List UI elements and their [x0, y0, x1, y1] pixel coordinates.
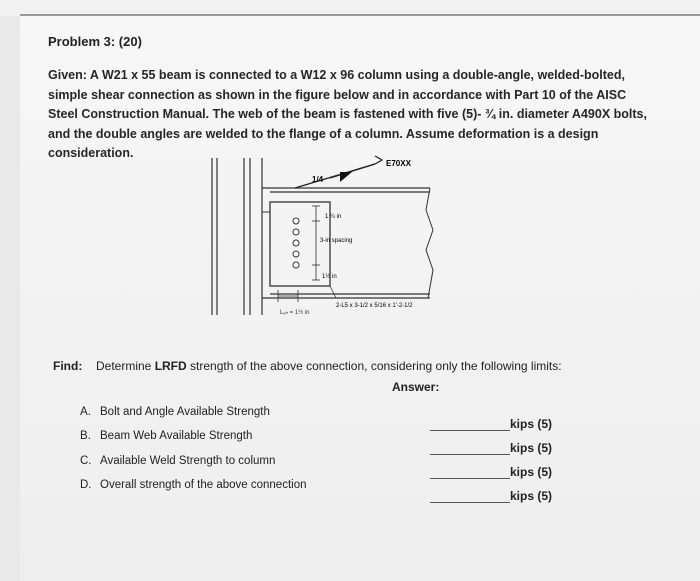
answer-blank-a[interactable] [430, 416, 510, 431]
item-d [80, 479, 307, 491]
bolt-hole [293, 262, 299, 268]
item-a [80, 406, 270, 418]
bolt-hole [293, 240, 299, 246]
item-text: Overall strength of the above connection [100, 479, 307, 491]
weld-symbol [295, 156, 382, 188]
bolt-hole [293, 251, 299, 257]
edge-distance-text: 1 ¼ in [325, 214, 342, 220]
answer-label: Answer: [392, 380, 440, 394]
kips-label-b: kips (5) [510, 441, 553, 455]
item-letter: C. [80, 455, 92, 467]
bolt-hole [293, 218, 299, 224]
answer-blank-b[interactable] [430, 440, 510, 455]
dimension-lines [278, 206, 336, 302]
item-b [80, 430, 252, 442]
weld-size-text: 1/4 [312, 175, 324, 184]
item-text: Available Weld Strength to column [100, 455, 276, 467]
weld-triangle [340, 172, 352, 182]
given-label: Given: [48, 68, 87, 82]
angle-outline [270, 202, 330, 286]
find-text: Determine LRFD strength of the above connection, considering only the following limits: [96, 359, 562, 373]
given-paragraph [48, 66, 648, 164]
given-text: A W21 x 55 beam is connected to a W12 x 96 column using a double-angle, welded-bolted, simple shear connection as shown in the figure below and in accordance with Part 10 of the AISC Steel Construction Manual. The web of the beam is fastened with five (5)- ¾ in. diameter A490X bolts, and the double angles are welded to the flange of a column. Assume deformation is a design consideration. [48, 68, 647, 160]
item-text: Bolt and Angle Available Strength [100, 406, 270, 418]
bolt-hole [293, 229, 299, 235]
item-c [80, 455, 275, 467]
electrode-text: E70XX [386, 159, 411, 168]
answer-blank-c[interactable] [430, 464, 510, 479]
item-text: Beam Web Available Strength [100, 430, 253, 442]
connection-figure [200, 150, 470, 340]
kips-label-d: kips (5) [510, 489, 553, 503]
angle-spec-text: 2-L5 x 3-1/2 x 5/16 x 1'-2-1/2 [336, 303, 413, 309]
beam-cut-line [426, 188, 433, 298]
leh-text: Lₑₕ = 1½ in [280, 310, 310, 316]
item-letter: B. [80, 430, 91, 442]
item-letter: A. [80, 406, 91, 418]
item-letter: D. [80, 479, 92, 491]
find-label: Find: [53, 359, 83, 373]
bottom-edge-text: 1½ in [322, 274, 337, 280]
bolt-holes [293, 218, 299, 268]
kips-label-c: kips (5) [510, 465, 553, 479]
column-lines [212, 158, 262, 315]
kips-label-a: kips (5) [510, 417, 553, 431]
problem-title: Problem 3: (20) [48, 34, 142, 49]
spacing-text: 3-in spacing [320, 238, 353, 244]
answer-blank-d[interactable] [430, 488, 510, 503]
